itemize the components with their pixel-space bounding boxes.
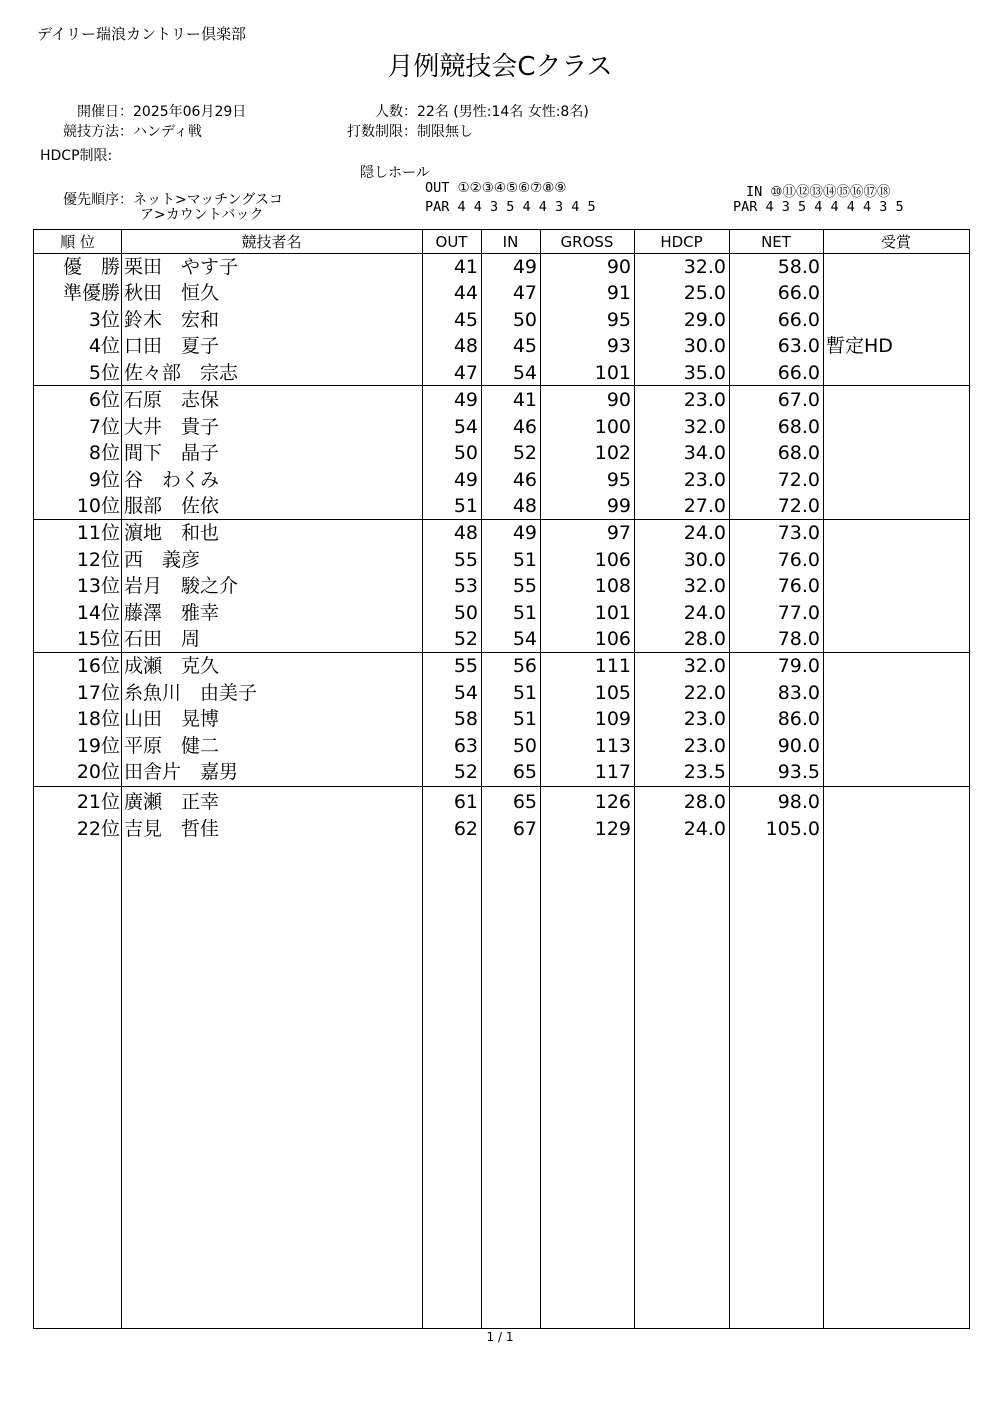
cell-gross: 106 bbox=[594, 628, 631, 650]
priority-label: 優先順序： bbox=[63, 192, 133, 208]
cell-award bbox=[826, 360, 966, 386]
table-row bbox=[34, 280, 969, 306]
cell-in: 67 bbox=[512, 818, 537, 840]
cell-award bbox=[826, 789, 966, 815]
cell-rank: 7位 bbox=[88, 416, 120, 438]
cell-name: 吉見 哲佳 bbox=[124, 818, 220, 840]
cell-hdcp: 24.0 bbox=[683, 602, 726, 624]
cell-rank: 9位 bbox=[88, 469, 120, 491]
table-row bbox=[34, 573, 969, 599]
cell-rank: 5位 bbox=[88, 362, 120, 384]
cell-award bbox=[826, 680, 966, 706]
cell-hdcp: 27.0 bbox=[683, 495, 726, 517]
cell-name: 廣瀬 正幸 bbox=[124, 791, 220, 813]
cell-in: 45 bbox=[512, 335, 537, 357]
cell-net: 76.0 bbox=[777, 549, 820, 571]
cell-award: 暫定HD bbox=[826, 335, 893, 357]
cell-net: 68.0 bbox=[777, 416, 820, 438]
cell-award bbox=[826, 414, 966, 440]
cell-award bbox=[826, 467, 966, 493]
cell-rank: 18位 bbox=[76, 708, 120, 730]
cell-award bbox=[826, 653, 966, 679]
cell-net: 76.0 bbox=[777, 575, 820, 597]
cell-rank: 4位 bbox=[88, 335, 120, 357]
stroke-limit-row bbox=[320, 121, 473, 141]
cell-in: 55 bbox=[512, 575, 537, 597]
cell-rank: 13位 bbox=[76, 575, 120, 597]
cell-in: 50 bbox=[512, 735, 537, 757]
cell-in: 48 bbox=[512, 495, 537, 517]
cell-gross: 90 bbox=[606, 256, 631, 278]
cell-gross: 117 bbox=[594, 761, 631, 783]
cell-award bbox=[826, 280, 966, 306]
cell-hdcp: 22.0 bbox=[683, 682, 726, 704]
cell-out: 45 bbox=[453, 309, 478, 331]
cell-rank: 19位 bbox=[76, 735, 120, 757]
cell-net: 105.0 bbox=[765, 818, 820, 840]
cell-net: 78.0 bbox=[777, 628, 820, 650]
cell-hdcp: 24.0 bbox=[683, 522, 726, 544]
cell-out: 50 bbox=[453, 442, 478, 464]
cell-hdcp: 23.0 bbox=[683, 735, 726, 757]
cell-hdcp: 30.0 bbox=[683, 335, 726, 357]
cell-net: 83.0 bbox=[777, 682, 820, 704]
cell-net: 98.0 bbox=[777, 791, 820, 813]
cell-name: 間下 晶子 bbox=[124, 442, 220, 464]
stroke-limit-label: 打数制限： bbox=[347, 124, 417, 140]
cell-in: 52 bbox=[512, 442, 537, 464]
cell-award bbox=[826, 816, 966, 842]
cell-gross: 101 bbox=[594, 602, 631, 624]
cell-hdcp: 29.0 bbox=[683, 309, 726, 331]
cell-in: 65 bbox=[512, 761, 537, 783]
cell-award bbox=[826, 573, 966, 599]
cell-award bbox=[826, 600, 966, 626]
cell-out: 61 bbox=[453, 791, 478, 813]
people-value: 22名 (男性:14名 女性:8名) bbox=[417, 104, 589, 120]
cell-award bbox=[826, 733, 966, 759]
date-label: 開催日： bbox=[77, 104, 133, 120]
cell-net: 66.0 bbox=[777, 282, 820, 304]
table-row bbox=[34, 733, 969, 759]
cell-in: 50 bbox=[512, 309, 537, 331]
cell-in: 51 bbox=[512, 602, 537, 624]
cell-award bbox=[826, 520, 966, 546]
cell-gross: 100 bbox=[594, 416, 631, 438]
page-number: 1 / 1 bbox=[486, 1330, 514, 1344]
cell-rank: 20位 bbox=[76, 761, 120, 783]
cell-net: 73.0 bbox=[777, 522, 820, 544]
cell-rank: 優 勝 bbox=[62, 256, 120, 278]
cell-hdcp: 32.0 bbox=[683, 575, 726, 597]
cell-out: 52 bbox=[453, 761, 478, 783]
cell-in: 54 bbox=[512, 362, 537, 384]
cell-rank: 8位 bbox=[88, 442, 120, 464]
cell-in: 46 bbox=[512, 416, 537, 438]
cell-net: 86.0 bbox=[777, 708, 820, 730]
cell-hdcp: 32.0 bbox=[683, 416, 726, 438]
cell-rank: 16位 bbox=[76, 655, 120, 677]
table-row bbox=[34, 307, 969, 333]
table-row bbox=[34, 520, 969, 546]
cell-award bbox=[826, 254, 966, 280]
cell-out: 48 bbox=[453, 335, 478, 357]
cell-net: 58.0 bbox=[777, 256, 820, 278]
table-row bbox=[34, 414, 969, 440]
cell-in: 51 bbox=[512, 708, 537, 730]
cell-award bbox=[826, 759, 966, 785]
cell-award bbox=[826, 706, 966, 732]
cell-net: 79.0 bbox=[777, 655, 820, 677]
cell-out: 47 bbox=[453, 362, 478, 384]
cell-gross: 97 bbox=[606, 522, 631, 544]
hidden-holes-in: IN ⑩⑪⑫⑬⑭⑮⑯⑰⑱ bbox=[746, 184, 891, 200]
cell-rank: 14位 bbox=[76, 602, 120, 624]
cell-hdcp: 28.0 bbox=[683, 628, 726, 650]
table-row bbox=[34, 360, 969, 386]
cell-award bbox=[826, 493, 966, 519]
cell-in: 47 bbox=[512, 282, 537, 304]
cell-name: 佐々部 宗志 bbox=[124, 362, 239, 384]
hidden-holes-label: 隠しホール bbox=[360, 165, 430, 181]
table-row bbox=[34, 547, 969, 573]
cell-gross: 126 bbox=[594, 791, 631, 813]
cell-hdcp: 32.0 bbox=[683, 655, 726, 677]
cell-rank: 17位 bbox=[76, 682, 120, 704]
cell-hdcp: 23.0 bbox=[683, 469, 726, 491]
cell-name: 栗田 やす子 bbox=[124, 256, 239, 278]
table-row bbox=[34, 440, 969, 466]
cell-out: 41 bbox=[453, 256, 478, 278]
cell-out: 54 bbox=[453, 682, 478, 704]
results-table bbox=[33, 229, 970, 1329]
cell-name: 山田 晃博 bbox=[124, 708, 220, 730]
cell-name: 鈴木 宏和 bbox=[124, 309, 220, 331]
cell-name: 藤澤 雅幸 bbox=[124, 602, 220, 624]
hidden-holes-out: OUT ①②③④⑤⑥⑦⑧⑨ bbox=[425, 180, 567, 196]
cell-hdcp: 25.0 bbox=[683, 282, 726, 304]
cell-rank: 11位 bbox=[76, 522, 120, 544]
cell-in: 56 bbox=[512, 655, 537, 677]
method-label: 競技方法： bbox=[63, 124, 133, 140]
method-value: ハンディ戦 bbox=[133, 124, 202, 140]
table-row bbox=[34, 254, 969, 280]
cell-rank: 準優勝 bbox=[62, 282, 120, 304]
cell-rank: 22位 bbox=[76, 818, 120, 840]
cell-out: 49 bbox=[453, 469, 478, 491]
table-row bbox=[34, 333, 969, 359]
table-row bbox=[34, 387, 969, 413]
cell-name: 西 義彦 bbox=[124, 549, 201, 571]
cell-rank: 6位 bbox=[88, 389, 120, 411]
cell-rank: 21位 bbox=[76, 791, 120, 813]
cell-name: 石原 志保 bbox=[124, 389, 220, 411]
cell-hdcp: 24.0 bbox=[683, 818, 726, 840]
cell-in: 51 bbox=[512, 682, 537, 704]
cell-out: 55 bbox=[453, 549, 478, 571]
hidden-holes-in-par: PAR 4 3 5 4 4 4 4 3 5 bbox=[733, 199, 904, 215]
cell-name: 糸魚川 由美子 bbox=[124, 682, 258, 704]
cell-out: 58 bbox=[453, 708, 478, 730]
priority-line2: ア>カウントバック bbox=[140, 207, 264, 223]
cell-out: 54 bbox=[453, 416, 478, 438]
date-value: 2025年06月29日 bbox=[133, 104, 247, 120]
table-row bbox=[34, 680, 969, 706]
cell-net: 77.0 bbox=[777, 602, 820, 624]
cell-out: 63 bbox=[453, 735, 478, 757]
cell-in: 65 bbox=[512, 791, 537, 813]
table-row bbox=[34, 600, 969, 626]
col-header-net: NET bbox=[761, 233, 791, 251]
table-row bbox=[34, 759, 969, 785]
table-row bbox=[34, 706, 969, 732]
cell-gross: 99 bbox=[606, 495, 631, 517]
cell-hdcp: 32.0 bbox=[683, 256, 726, 278]
cell-gross: 108 bbox=[594, 575, 631, 597]
table-row bbox=[34, 789, 969, 815]
cell-gross: 91 bbox=[606, 282, 631, 304]
people-row bbox=[320, 101, 589, 121]
table-row bbox=[34, 626, 969, 652]
cell-award bbox=[826, 547, 966, 573]
cell-out: 52 bbox=[453, 628, 478, 650]
people-label: 人数： bbox=[375, 104, 417, 120]
cell-gross: 106 bbox=[594, 549, 631, 571]
cell-hdcp: 23.5 bbox=[683, 761, 726, 783]
cell-award bbox=[826, 307, 966, 333]
date-row bbox=[40, 101, 246, 121]
group-divider bbox=[34, 786, 969, 787]
cell-name: 成瀬 克久 bbox=[124, 655, 220, 677]
cell-name: 大井 貴子 bbox=[124, 416, 220, 438]
cell-gross: 101 bbox=[594, 362, 631, 384]
cell-net: 72.0 bbox=[777, 495, 820, 517]
cell-net: 90.0 bbox=[777, 735, 820, 757]
col-header-gross: GROSS bbox=[560, 233, 614, 251]
cell-gross: 105 bbox=[594, 682, 631, 704]
cell-hdcp: 23.0 bbox=[683, 708, 726, 730]
cell-hdcp: 30.0 bbox=[683, 549, 726, 571]
table-row bbox=[34, 816, 969, 842]
cell-rank: 3位 bbox=[88, 309, 120, 331]
cell-hdcp: 23.0 bbox=[683, 389, 726, 411]
cell-in: 49 bbox=[512, 256, 537, 278]
cell-out: 62 bbox=[453, 818, 478, 840]
cell-in: 54 bbox=[512, 628, 537, 650]
cell-out: 49 bbox=[453, 389, 478, 411]
col-header-rank: 順 位 bbox=[60, 233, 95, 251]
cell-in: 41 bbox=[512, 389, 537, 411]
cell-gross: 129 bbox=[594, 818, 631, 840]
priority-line1: ネット>マッチングスコ bbox=[133, 192, 284, 208]
cell-gross: 111 bbox=[594, 655, 631, 677]
cell-name: 秋田 恒久 bbox=[124, 282, 220, 304]
cell-out: 51 bbox=[453, 495, 478, 517]
stroke-limit-value: 制限無し bbox=[417, 124, 473, 140]
cell-out: 53 bbox=[453, 575, 478, 597]
cell-gross: 102 bbox=[594, 442, 631, 464]
cell-net: 66.0 bbox=[777, 362, 820, 384]
hdcp-limit-label: HDCP制限: bbox=[40, 148, 113, 164]
cell-hdcp: 35.0 bbox=[683, 362, 726, 384]
cell-out: 44 bbox=[453, 282, 478, 304]
table-row bbox=[34, 467, 969, 493]
method-row bbox=[40, 121, 202, 141]
cell-in: 51 bbox=[512, 549, 537, 571]
cell-in: 46 bbox=[512, 469, 537, 491]
cell-award bbox=[826, 387, 966, 413]
table-row bbox=[34, 493, 969, 519]
cell-name: 服部 佐依 bbox=[124, 495, 220, 517]
cell-net: 93.5 bbox=[777, 761, 820, 783]
cell-out: 50 bbox=[453, 602, 478, 624]
cell-rank: 12位 bbox=[76, 549, 120, 571]
cell-award bbox=[826, 626, 966, 652]
cell-name: 田舎片 嘉男 bbox=[124, 761, 239, 783]
cell-award bbox=[826, 440, 966, 466]
cell-name: 岩月 駿之介 bbox=[124, 575, 239, 597]
page-title: 月例競技会Cクラス bbox=[387, 52, 613, 82]
cell-name: 濵地 和也 bbox=[124, 522, 220, 544]
cell-name: 口田 夏子 bbox=[124, 335, 220, 357]
col-header-in: IN bbox=[502, 233, 519, 251]
cell-net: 67.0 bbox=[777, 389, 820, 411]
hidden-holes-out-par: PAR 4 4 3 5 4 4 3 4 5 bbox=[425, 199, 596, 215]
cell-gross: 93 bbox=[606, 335, 631, 357]
cell-name: 石田 周 bbox=[124, 628, 201, 650]
cell-name: 平原 健二 bbox=[124, 735, 220, 757]
cell-gross: 109 bbox=[594, 708, 631, 730]
cell-hdcp: 34.0 bbox=[683, 442, 726, 464]
col-header-out: OUT bbox=[435, 233, 468, 251]
cell-rank: 15位 bbox=[76, 628, 120, 650]
cell-gross: 95 bbox=[606, 469, 631, 491]
col-header-name: 競技者名 bbox=[241, 233, 302, 251]
cell-out: 48 bbox=[453, 522, 478, 544]
cell-in: 49 bbox=[512, 522, 537, 544]
cell-gross: 95 bbox=[606, 309, 631, 331]
club-name: デイリー瑞浪カントリー倶楽部 bbox=[37, 25, 246, 43]
cell-net: 66.0 bbox=[777, 309, 820, 331]
col-header-hdcp: HDCP bbox=[660, 233, 703, 251]
cell-net: 68.0 bbox=[777, 442, 820, 464]
cell-net: 63.0 bbox=[777, 335, 820, 357]
cell-gross: 90 bbox=[606, 389, 631, 411]
cell-rank: 10位 bbox=[76, 495, 120, 517]
cell-hdcp: 28.0 bbox=[683, 791, 726, 813]
table-row bbox=[34, 653, 969, 679]
cell-out: 55 bbox=[453, 655, 478, 677]
col-header-award: 受賞 bbox=[880, 233, 911, 251]
cell-name: 谷 わくみ bbox=[124, 469, 220, 491]
cell-gross: 113 bbox=[594, 735, 631, 757]
cell-net: 72.0 bbox=[777, 469, 820, 491]
